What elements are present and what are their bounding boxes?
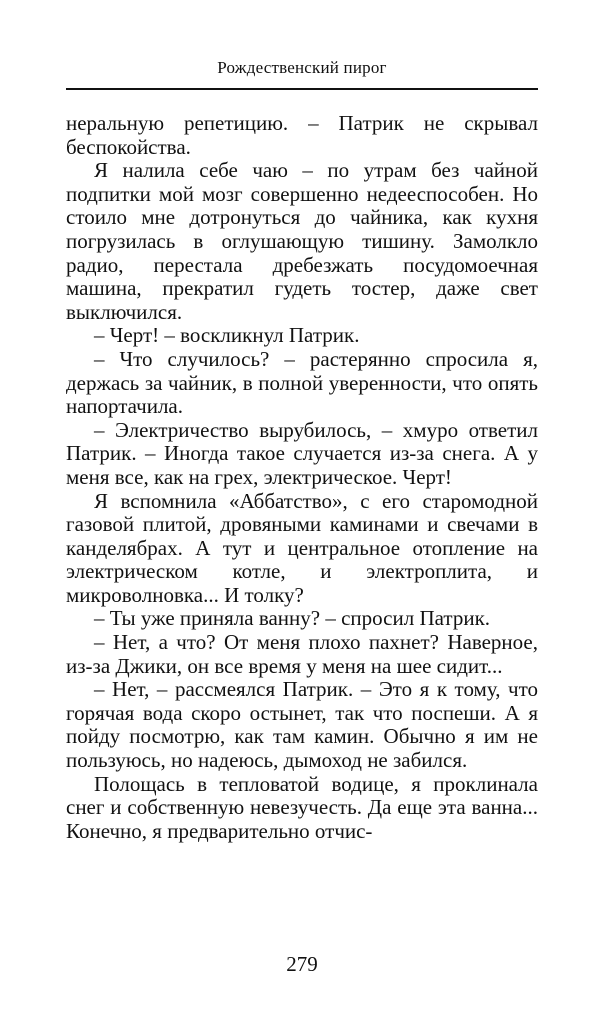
paragraph-1: неральную репетицию. – Патрик не скрывал беспокойства. [66, 111, 538, 159]
page-number: 279 [286, 952, 318, 976]
paragraph-9: – Нет, – рассмеялся Патрик. – Это я к тому, что горячая вода скоро остынет, так что поспеши. А я пойду посмотрю, как там камин. Обычно я им не пользуюсь, но надеюсь, дымоход не забился. [66, 677, 538, 773]
paragraph-10: Полощась в тепловатой водице, я проклинала снег и собственную невезучесть. Да еще эта ванна... Конечно, я предварительно отчис- [66, 771, 538, 843]
page-body [66, 112, 538, 843]
running-header: Рождественский пирог [217, 58, 387, 77]
paragraph-2: Я налила себе чаю – по утрам без чайной подпитки мой мозг совершенно недееспособен. Но стоило мне дотронуться до чайника, как кухня погрузилась в оглушающую тишину. Замолкло радио, перестала дребезжать посудомоечная машина, прекратил гудеть тостер, даже свет выключился. [66, 158, 538, 324]
paragraph-4: – Что случилось? – растерянно спросила я, держась за чайник, в полной уверенности, что опять напортачила. [66, 346, 538, 419]
header-rule [66, 88, 538, 90]
paragraph-6: Я вспомнила «Аббатство», с его старомодной газовой плитой, дровяными каминами и свечами в канделябрах. А тут и центральное отопление на электрическом котле, и электроплита, и микроволновка... И толку? [66, 488, 538, 607]
paragraph-3: – Черт! – воскликнул Патрик. [94, 323, 360, 348]
paragraph-7: – Ты уже приняла ванну? – спросил Патрик. [94, 606, 491, 631]
paragraph-5: – Электричество вырубилось, – хмуро ответил Патрик. – Иногда такое случается из-за снега. А у меня все, как на грех, электрическое. Черт! [66, 417, 538, 489]
paragraph-8: – Нет, а что? От меня плохо пахнет? Наверное, из-за Джики, он все время у меня на шее сидит... [66, 630, 538, 678]
